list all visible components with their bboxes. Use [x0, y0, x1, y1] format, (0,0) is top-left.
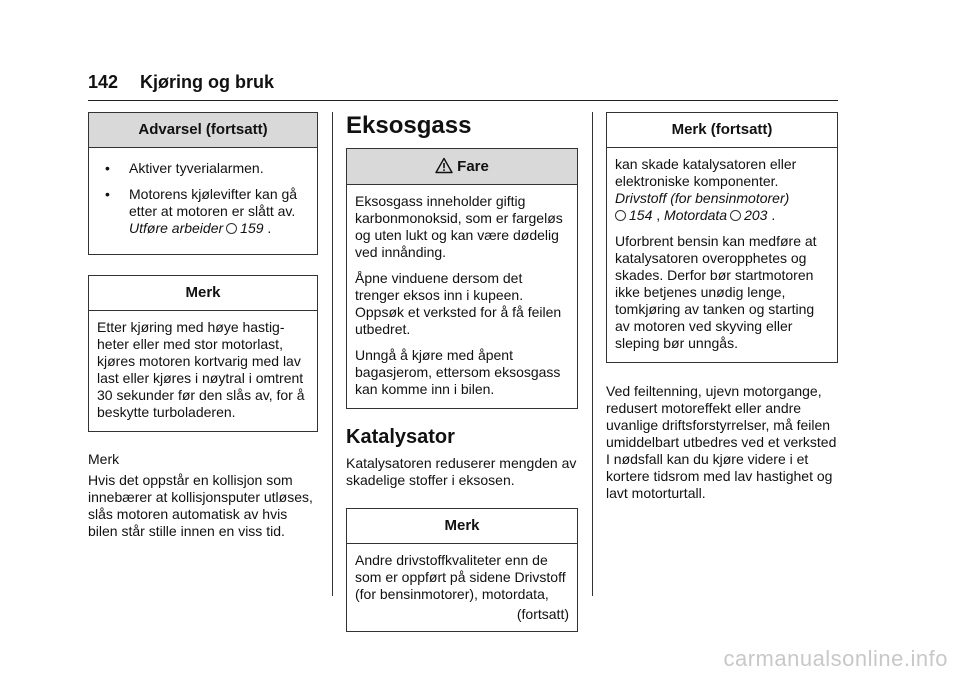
note-text: Andre drivstoffkvaliteter enn de som er oppført på sidene Drivstoff (for bensinmotorer), motordata,	[355, 552, 566, 602]
page-number: 142	[88, 72, 119, 92]
danger-box-title	[347, 149, 577, 185]
cross-reference-link[interactable]: Utføre arbeider	[129, 220, 224, 236]
cross-reference-page[interactable]: 159	[240, 220, 264, 236]
bullet-item	[105, 160, 309, 177]
note-box-title: Merk (fortsatt)	[607, 113, 837, 148]
column-3	[606, 112, 838, 502]
continued-label: (fortsatt)	[516, 606, 569, 622]
danger-box	[346, 148, 578, 409]
page-header	[88, 72, 274, 93]
cross-reference-link[interactable]: Motordata	[664, 207, 728, 223]
header-divider	[88, 100, 838, 101]
note-text: Uforbrent bensin kan medføre at katalysatoren overopphetes og skades. Derfor bør startmotoren ikke betjenes unødig lenge, tomkjøring av tanken og starting av motoren ved skyving eller sleping bør unngås.	[615, 233, 817, 351]
body-paragraph: Ved feiltenning, ujevn motorgange, redusert motoreffekt eller andre uvanlige driftsforstyrrelser, må feilen umiddelbart utbedres ved et verksted I nødsfall kan du kjøre videre i et kortere tidsrom med lav hastighet og lavt motorturtall.	[606, 383, 837, 501]
page-reference-icon	[615, 210, 626, 221]
warning-triangle-icon	[435, 157, 453, 174]
bullet-item: • Motorens kjølevifter kan gå etter at motoren er slått av. Utføre arbeider 159 .	[105, 186, 298, 236]
note-box	[88, 275, 318, 432]
merk-text: Hvis det oppstår en kollisjon som innebærer at kollisjonsputer utløses, slås motoren automatisk av hvis bilen står stille innen en viss tid.	[88, 472, 313, 539]
danger-paragraph: Unngå å kjøre med åpent bagasjerom, ettersom eksosgass kan komme inn i bilen.	[355, 347, 561, 397]
watermark: carmanualsonline.info	[723, 646, 948, 671]
bullet-text: Motorens kjølevifter kan gå etter at motoren er slått av.	[129, 186, 298, 219]
note-box-body	[347, 544, 577, 631]
warning-box-body	[89, 148, 317, 254]
cross-reference-page[interactable]: 154	[629, 207, 653, 223]
page-reference-icon	[226, 223, 237, 234]
bullet-mark: •	[105, 160, 110, 176]
danger-box-label: Fare	[457, 158, 489, 175]
danger-paragraph: Eksosgass inneholder giftig karbonmonoksid, som er fargeløs og uten lukt og kan være dødelig ved innånding.	[355, 193, 563, 260]
warning-box-title: Advarsel (fortsatt)	[89, 113, 317, 148]
subsection-intro: Katalysatoren reduserer mengden av skadelige stoffer i eksosen.	[346, 455, 577, 488]
page-reference-icon	[730, 210, 741, 221]
note-box	[346, 508, 578, 632]
merk-heading: Merk	[88, 451, 120, 467]
note-box-title: Merk	[89, 276, 317, 311]
bullet-mark: •	[105, 186, 110, 202]
section-heading: Eksosgass	[346, 112, 472, 139]
note-text: Etter kjøring med høye hastig-heter eller med stor motorlast, kjøres motoren kortvarig med lav last eller kjøres i nøytral i omtrent 30 sekunder før den slås av, for å beskytte turboladeren.	[97, 319, 305, 420]
column-divider-1	[332, 112, 333, 596]
danger-paragraph: Åpne vinduene dersom det trenger eksos inn i kupeen. Oppsøk et verksted for å få feilen utbedret.	[355, 270, 562, 337]
note-box-title: Merk	[347, 509, 577, 544]
note-box-body	[89, 311, 317, 431]
warning-continued-box	[88, 112, 318, 255]
note-box-body	[607, 148, 837, 362]
bullet-text: Aktiver tyverialarmen.	[129, 160, 264, 176]
chapter-title: Kjøring og bruk	[140, 72, 275, 92]
column-2	[346, 112, 578, 632]
column-1	[88, 112, 318, 540]
cross-reference-link[interactable]: Drivstoff (for bensinmotorer)	[615, 190, 790, 206]
note-text: kan skade katalysatoren eller elektroniske komponenter.	[615, 156, 797, 189]
cross-reference-page[interactable]: 203	[744, 207, 768, 223]
merk-section	[88, 451, 318, 540]
note-continued-box	[606, 112, 838, 363]
subsection-heading: Katalysator	[346, 426, 455, 448]
note-references: Drivstoff (for bensinmotorer) 154 , Motordata 203 .	[615, 190, 790, 223]
column-divider-2	[592, 112, 593, 596]
danger-box-body	[347, 185, 577, 408]
